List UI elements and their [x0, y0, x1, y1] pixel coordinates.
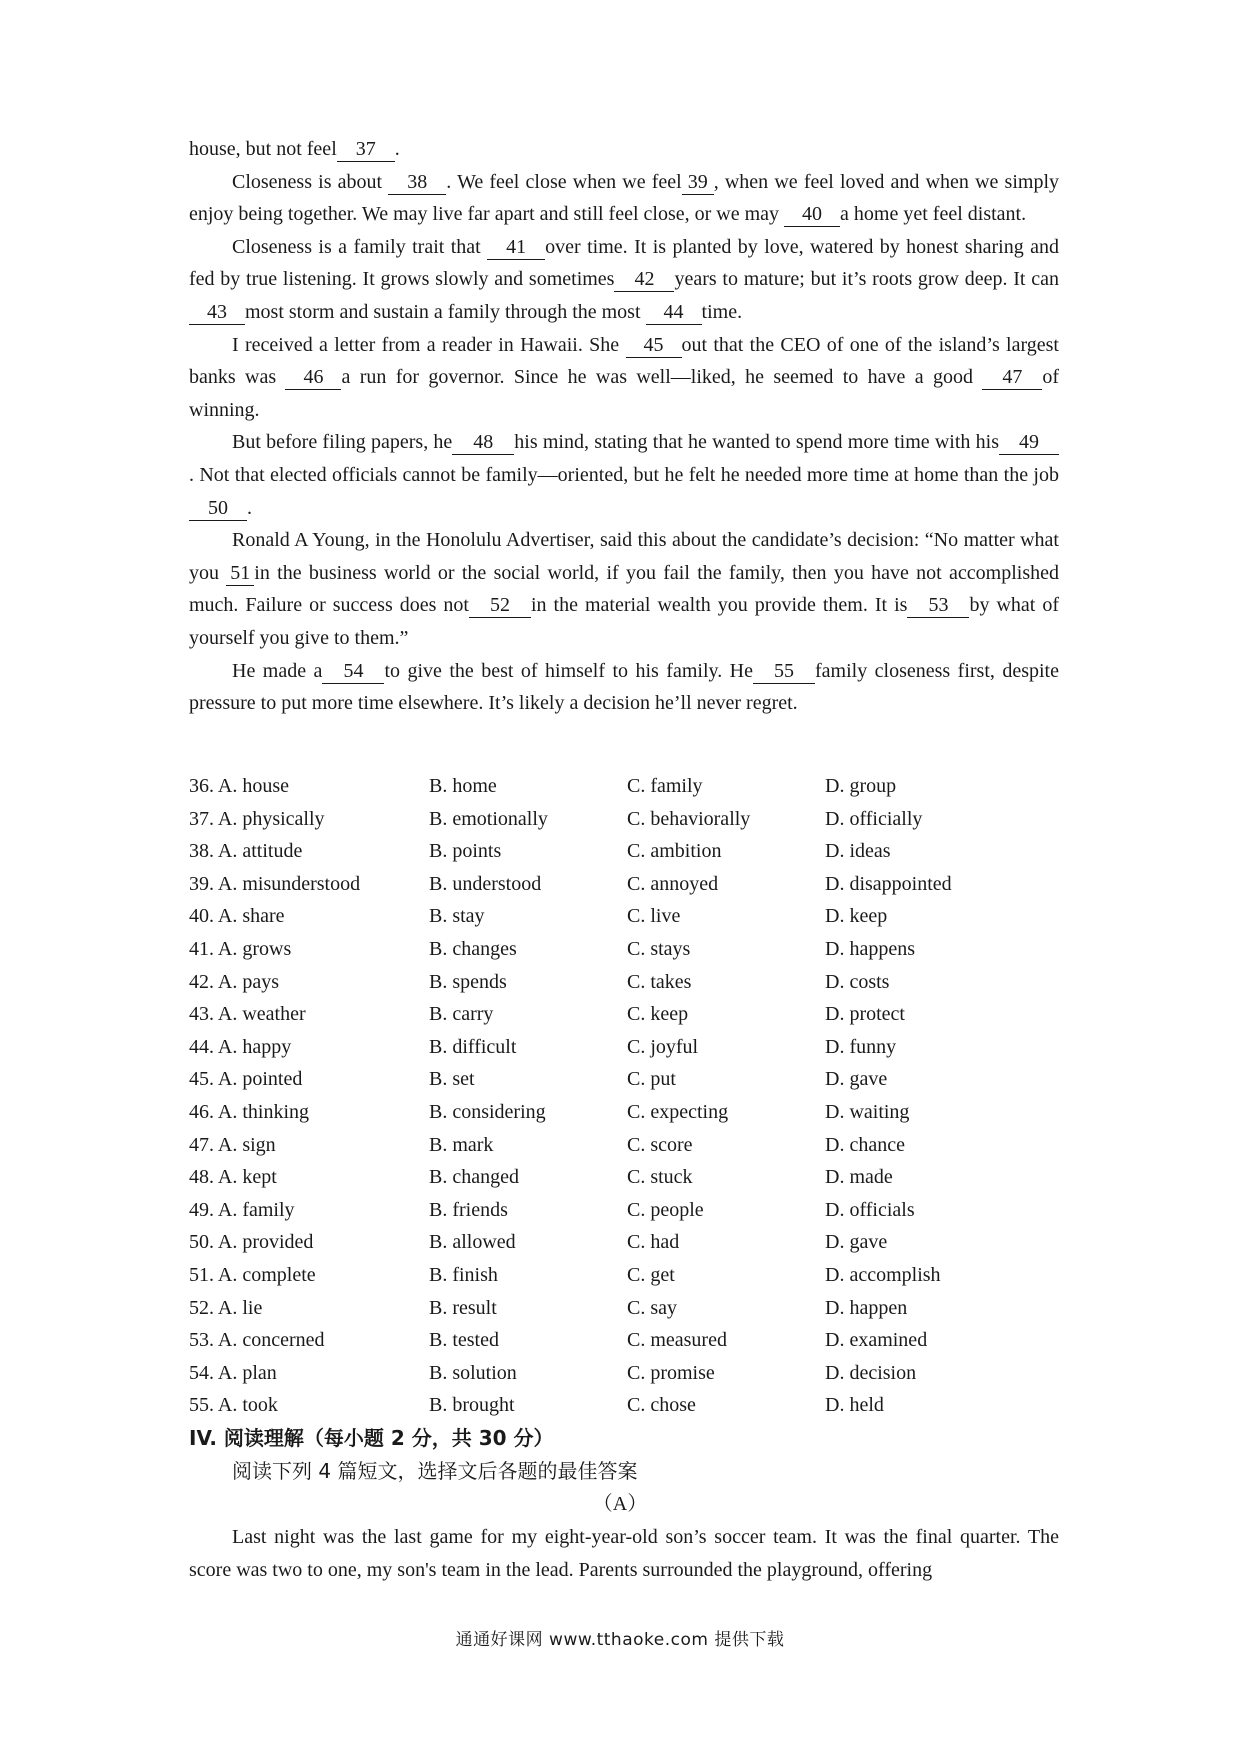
option-c: C. stuck	[627, 1166, 693, 1189]
option-b: B. tested	[429, 1329, 499, 1352]
option-row	[189, 835, 1059, 868]
option-a: 49. A. family	[189, 1198, 295, 1221]
cloze-paragraph-1: Closeness is about 38 . We feel close when we feel 39 , when we feel loved and when we simply enjoy being together. We may live far apart and still feel close, or we may 40 a home yet feel distant.	[189, 170, 1060, 226]
option-c: C. people	[627, 1198, 704, 1221]
cloze-paragraph-2: Closeness is a family trait that 41 over time. It is planted by love, watered by honest sharing and fed by true listening. It grows slowly and sometimes 42 years to mature; but it’s roots grow deep. It can 43 most storm and sustain a family through the most 44 time.	[189, 235, 1059, 323]
option-c: C. get	[627, 1263, 675, 1286]
option-b: B. points	[429, 840, 502, 863]
option-c: C. say	[627, 1296, 677, 1319]
option-row	[189, 1096, 1059, 1129]
option-a: 40. A. share	[189, 905, 285, 928]
option-a: 44. A. happy	[189, 1035, 292, 1058]
option-d: D. happens	[825, 937, 915, 960]
option-a: 46. A. thinking	[189, 1100, 310, 1123]
blank-43: 43	[189, 300, 245, 325]
option-d: D. made	[825, 1166, 893, 1189]
option-c: C. had	[627, 1231, 680, 1254]
option-b: B. finish	[429, 1263, 498, 1286]
option-row	[189, 900, 1059, 933]
option-a: 48. A. kept	[189, 1166, 277, 1189]
option-row	[189, 998, 1059, 1031]
blank-38: 38	[388, 170, 446, 195]
option-b: B. set	[429, 1068, 475, 1091]
option-d: D. gave	[825, 1068, 888, 1091]
blank-44: 44	[646, 300, 702, 325]
option-a: 36. A. house	[189, 775, 289, 797]
option-row	[189, 966, 1059, 999]
passage-label: （A）	[592, 1493, 648, 1515]
option-c: C. expecting	[627, 1100, 729, 1123]
option-c: C. live	[627, 905, 681, 928]
option-d: D. happen	[825, 1296, 908, 1319]
cloze-paragraph-0: house, but not feel 37 .	[189, 138, 400, 160]
option-c: C. promise	[627, 1361, 715, 1384]
option-a: 42. A. pays	[189, 970, 279, 993]
option-d: D. held	[825, 1394, 884, 1417]
option-b: B. changes	[429, 937, 517, 960]
option-row	[189, 1324, 1059, 1357]
blank-52: 52	[469, 593, 531, 618]
blank-46: 46	[285, 365, 341, 390]
option-b: B. difficult	[429, 1035, 517, 1058]
option-b: B. spends	[429, 970, 507, 993]
cloze-passage	[189, 133, 1059, 720]
option-b: B. changed	[429, 1166, 519, 1189]
option-row	[189, 1194, 1059, 1227]
option-a: 53. A. concerned	[189, 1329, 325, 1352]
reading-passage-a	[189, 1521, 1059, 1586]
option-a: 43. A. weather	[189, 1003, 306, 1026]
option-d: D. accomplish	[825, 1263, 941, 1286]
cloze-paragraph-4: But before filing papers, he 48 his mind, stating that he wanted to spend more time with his 49. Not that elected officials cannot be family—oriented, but he felt he needed more time at home than the job50 .	[189, 431, 1059, 519]
cloze-paragraph-5: Ronald A Young, in the Honolulu Advertiser, said this about the candidate’s decision: “No matter what you 51in the business world or the social world, if you fail the family, then you have not accomplished much. Failure or success does not 52 in the material wealth you provide them. It is 53 by what of yourself you give to them.”	[189, 529, 1059, 649]
option-b: B. emotionally	[429, 807, 548, 830]
option-b: B. considering	[429, 1100, 546, 1123]
option-b: B. stay	[429, 905, 485, 928]
blank-42: 42	[614, 267, 674, 292]
option-d: D. chance	[825, 1133, 905, 1156]
option-b: B. carry	[429, 1003, 494, 1026]
option-d: D. costs	[825, 970, 890, 993]
option-c: C. keep	[627, 1003, 689, 1026]
page-footer: 通通好课网 www.tthaoke.com 提供下载	[455, 1630, 785, 1650]
option-d: D. group	[825, 775, 897, 797]
option-c: C. stays	[627, 937, 691, 960]
option-d: D. disappointed	[825, 872, 952, 895]
option-row	[189, 1161, 1059, 1194]
option-row	[189, 1129, 1059, 1162]
option-c: C. put	[627, 1068, 676, 1091]
option-c: C. behaviorally	[627, 807, 751, 830]
option-d: D. ideas	[825, 840, 891, 863]
option-row	[189, 1259, 1059, 1292]
option-d: D. protect	[825, 1003, 905, 1026]
blank-51: 51	[226, 561, 254, 586]
option-row	[189, 868, 1059, 901]
option-c: C. annoyed	[627, 872, 719, 895]
option-d: D. gave	[825, 1231, 888, 1254]
option-row	[189, 1031, 1059, 1064]
blank-47: 47	[982, 365, 1042, 390]
option-d: D. keep	[825, 905, 888, 928]
option-d: D. decision	[825, 1361, 917, 1384]
blank-53: 53	[907, 593, 969, 618]
option-a: 47. A. sign	[189, 1133, 276, 1156]
option-c: C. measured	[627, 1329, 727, 1352]
option-c: C. ambition	[627, 840, 722, 863]
blank-54: 54	[322, 659, 384, 684]
option-a: 39. A. misunderstood	[189, 872, 361, 895]
option-row	[189, 1357, 1059, 1390]
option-a: 37. A. physically	[189, 807, 325, 830]
blank-48: 48	[452, 430, 514, 455]
option-a: 45. A. pointed	[189, 1068, 303, 1091]
option-row	[189, 803, 1059, 836]
option-b: B. home	[429, 775, 497, 797]
option-d: D. funny	[825, 1035, 897, 1058]
option-a: 51. A. complete	[189, 1263, 316, 1286]
blank-41: 41	[487, 235, 545, 260]
passage-paragraph: Last night was the last game for my eight-year-old son’s soccer team. It was the final quarter. The score was two to one, my son's team in the lead. Parents surrounded the playground, offering	[189, 1526, 1059, 1581]
option-d: D. officially	[825, 807, 923, 830]
option-b: B. solution	[429, 1361, 517, 1384]
option-a: 54. A. plan	[189, 1361, 277, 1384]
option-row	[189, 1226, 1059, 1259]
option-b: B. brought	[429, 1394, 515, 1417]
blank-50: 50	[189, 496, 247, 521]
option-c: C. score	[627, 1133, 693, 1156]
option-row	[189, 1292, 1059, 1325]
option-c: C. takes	[627, 970, 692, 993]
option-a: 50. A. provided	[189, 1231, 314, 1254]
option-a: 41. A. grows	[189, 937, 292, 960]
option-d: D. waiting	[825, 1100, 910, 1123]
option-row	[189, 1063, 1059, 1096]
option-b: B. mark	[429, 1133, 494, 1156]
blank-40: 40	[784, 202, 840, 227]
option-b: B. friends	[429, 1198, 508, 1221]
option-d: D. examined	[825, 1329, 928, 1352]
option-b: B. result	[429, 1296, 497, 1319]
option-a: 52. A. lie	[189, 1296, 263, 1319]
option-a: 55. A. took	[189, 1394, 278, 1417]
section-instruction: 阅读下列 4 篇短文，选择文后各题的最佳答案	[232, 1459, 638, 1483]
section-heading: IV. 阅读理解（每小题 2 分，共 30 分）	[189, 1426, 554, 1450]
option-c: C. family	[627, 775, 703, 797]
cloze-paragraph-6: He made a 54 to give the best of himself to his family. He 55 family closeness first, despite pressure to put more time elsewhere. It’s likely a decision he’ll never regret.	[189, 659, 1059, 715]
option-row	[189, 770, 1059, 803]
blank-39: 39	[682, 170, 714, 195]
blank-45: 45	[626, 333, 682, 358]
option-d: D. officials	[825, 1198, 915, 1221]
option-a: 38. A. attitude	[189, 840, 303, 863]
option-c: C. chose	[627, 1394, 696, 1417]
option-row	[189, 933, 1059, 966]
answer-options	[189, 770, 1059, 1422]
option-c: C. joyful	[627, 1035, 699, 1058]
blank-49: 49	[999, 430, 1059, 455]
option-row	[189, 1389, 1059, 1422]
blank-55: 55	[753, 659, 815, 684]
option-b: B. understood	[429, 872, 542, 895]
blank-37: 37	[337, 137, 395, 162]
option-b: B. allowed	[429, 1231, 516, 1254]
cloze-paragraph-3: I received a letter from a reader in Hawaii. She 45 out that the CEO of one of the island’s largest banks was 46 a run for governor. Since he was well—liked, he seemed to have a good 47 of winning.	[189, 333, 1059, 421]
